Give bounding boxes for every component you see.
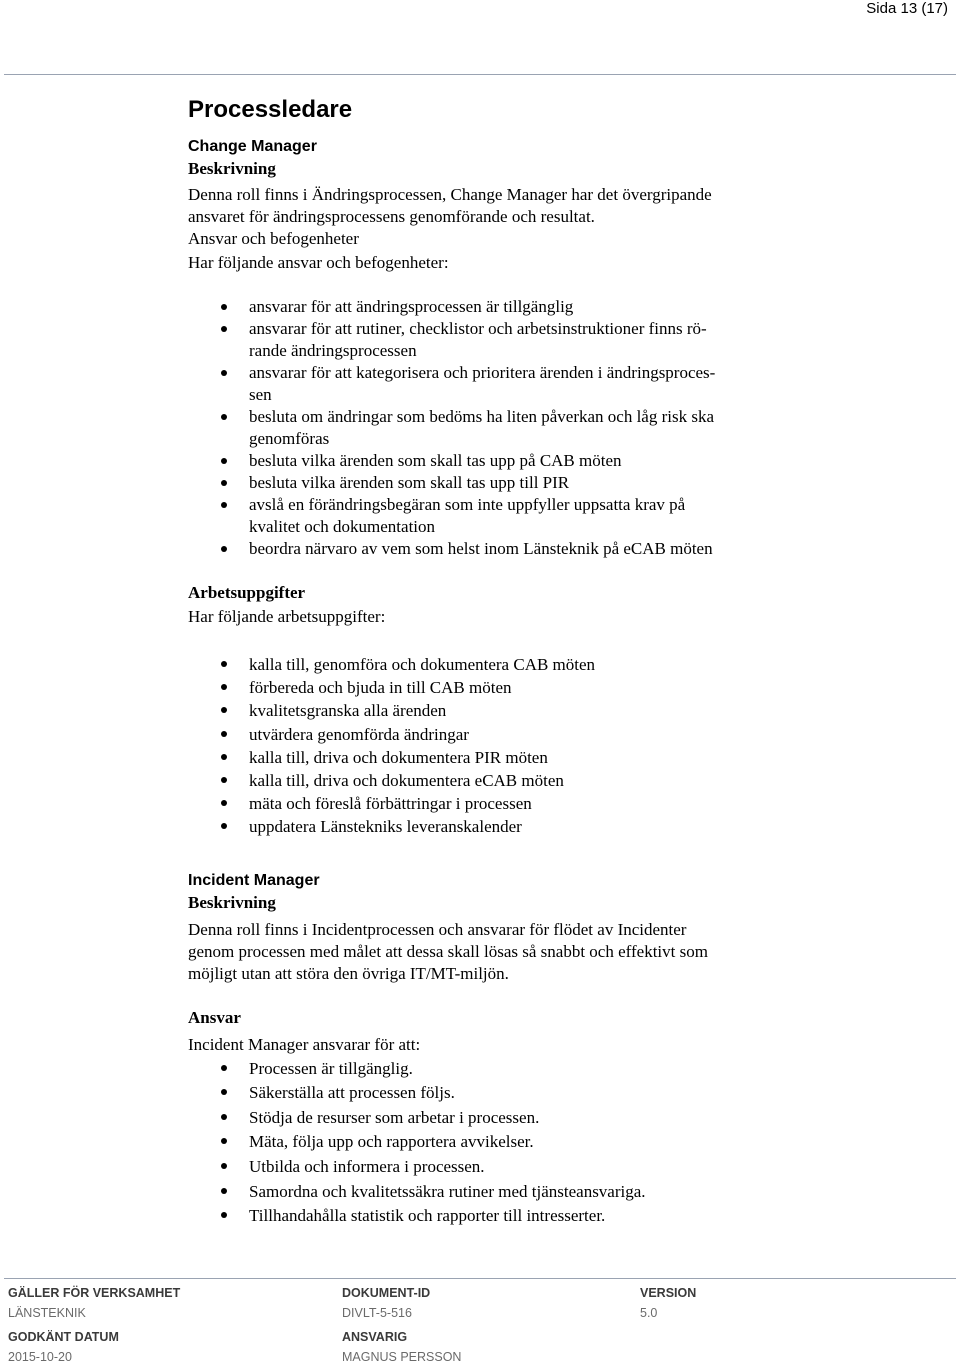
change-manager-tasks-heading: Arbetsuppgifter <box>188 583 306 602</box>
page-title: Processledare <box>188 96 353 123</box>
list-item: kalla till, driva och dokumentera eCAB möten <box>188 769 788 792</box>
footer-divider <box>4 1278 956 1279</box>
list-item: kvalitetsgranska alla ärenden <box>188 699 788 722</box>
list-item: Mäta, följa upp och rapportera avvikelser. <box>188 1130 788 1155</box>
list-item: besluta vilka ärenden som skall tas upp till PIR <box>188 472 788 494</box>
list-item: Samordna och kvalitetssäkra rutiner med tjänsteansvariga. <box>188 1180 788 1205</box>
footer-applies-value: LÄNSTEKNIK <box>8 1306 86 1320</box>
change-manager-desc-line: ansvaret för ändringsprocessens genomförande och resultat. <box>188 207 595 226</box>
list-item: Stödja de resurser som arbetar i processen. <box>188 1106 788 1131</box>
incident-manager-desc-line: möjligt utan att störa den övriga IT/MT-miljön. <box>188 963 509 983</box>
page-number: Sida 13 (17) <box>866 0 948 17</box>
list-item: mäta och föreslå förbättringar i processen <box>188 792 788 815</box>
list-item: besluta om ändringar som bedöms ha liten påverkan och låg risk ska genomföras <box>188 406 788 450</box>
incident-manager-desc-line: genom processen med målet att dessa skall lösas så snabbt och effektivt som <box>188 941 708 961</box>
change-manager-tasks-intro: Har följande arbetsuppgifter: <box>188 607 386 626</box>
change-manager-responsibilities-list <box>188 296 788 560</box>
list-item: avslå en förändringsbegäran som inte uppfyller uppsatta krav på kvalitet och dokumentation <box>188 494 788 538</box>
list-item: ansvarar för att ändringsprocessen är tillgänglig <box>188 296 788 318</box>
change-manager-resp-heading: Ansvar och befogenheter <box>188 229 359 248</box>
list-item: beordra närvaro av vem som helst inom Länsteknik på eCAB möten <box>188 538 788 560</box>
footer-version-label: VERSION <box>640 1286 697 1300</box>
footer-docid-value: DIVLT-5-516 <box>342 1306 412 1320</box>
list-item: Säkerställa att processen följs. <box>188 1081 788 1106</box>
change-manager-desc-line: Denna roll finns i Ändringsprocessen, Change Manager har det övergripande <box>188 185 712 204</box>
footer-applies-label: GÄLLER FÖR VERKSAMHET <box>8 1286 181 1300</box>
footer-docid-label: DOKUMENT-ID <box>342 1286 431 1300</box>
incident-manager-title: Incident Manager <box>188 871 320 889</box>
list-item: Processen är tillgänglig. <box>188 1057 788 1082</box>
list-item: Utbilda och informera i processen. <box>188 1155 788 1180</box>
incident-manager-resp-heading: Ansvar <box>188 1007 241 1027</box>
list-item: kalla till, driva och dokumentera PIR möten <box>188 746 788 769</box>
footer-approved-label: GODKÄNT DATUM <box>8 1330 119 1344</box>
list-item: förbereda och bjuda in till CAB möten <box>188 676 788 699</box>
footer-version-value: 5.0 <box>640 1306 658 1320</box>
list-item: besluta vilka ärenden som skall tas upp på CAB möten <box>188 450 788 472</box>
list-item: utvärdera genomförda ändringar <box>188 723 788 746</box>
document-body <box>188 94 788 1229</box>
list-item: Tillhandahålla statistik och rapporter till intresserter. <box>188 1204 788 1229</box>
list-item: ansvarar för att kategorisera och prioritera ärenden i ändringsproces- sen <box>188 362 788 406</box>
change-manager-tasks-list <box>188 653 788 839</box>
footer-approved-value: 2015-10-20 <box>8 1350 72 1364</box>
change-manager-title: Change Manager <box>188 138 317 155</box>
incident-manager-desc-heading: Beskrivning <box>188 892 276 912</box>
change-manager-desc-heading: Beskrivning <box>188 159 276 178</box>
incident-manager-resp-intro: Incident Manager ansvarar för att: <box>188 1034 421 1054</box>
header-divider <box>4 74 956 75</box>
incident-manager-desc-line: Denna roll finns i Incidentprocessen och ansvarar för flödet av Incidenter <box>188 919 687 939</box>
change-manager-resp-intro: Har följande ansvar och befogenheter: <box>188 253 449 272</box>
footer-responsible-label: ANSVARIG <box>342 1330 408 1344</box>
list-item: ansvarar för att rutiner, checklistor och arbetsinstruktioner finns rö- rande ändringsprocessen <box>188 318 788 362</box>
list-item: kalla till, genomföra och dokumentera CAB möten <box>188 653 788 676</box>
incident-manager-responsibilities-list <box>188 1057 788 1229</box>
list-item: uppdatera Länstekniks leveranskalender <box>188 815 788 838</box>
footer-responsible-value: MAGNUS PERSSON <box>342 1350 462 1364</box>
